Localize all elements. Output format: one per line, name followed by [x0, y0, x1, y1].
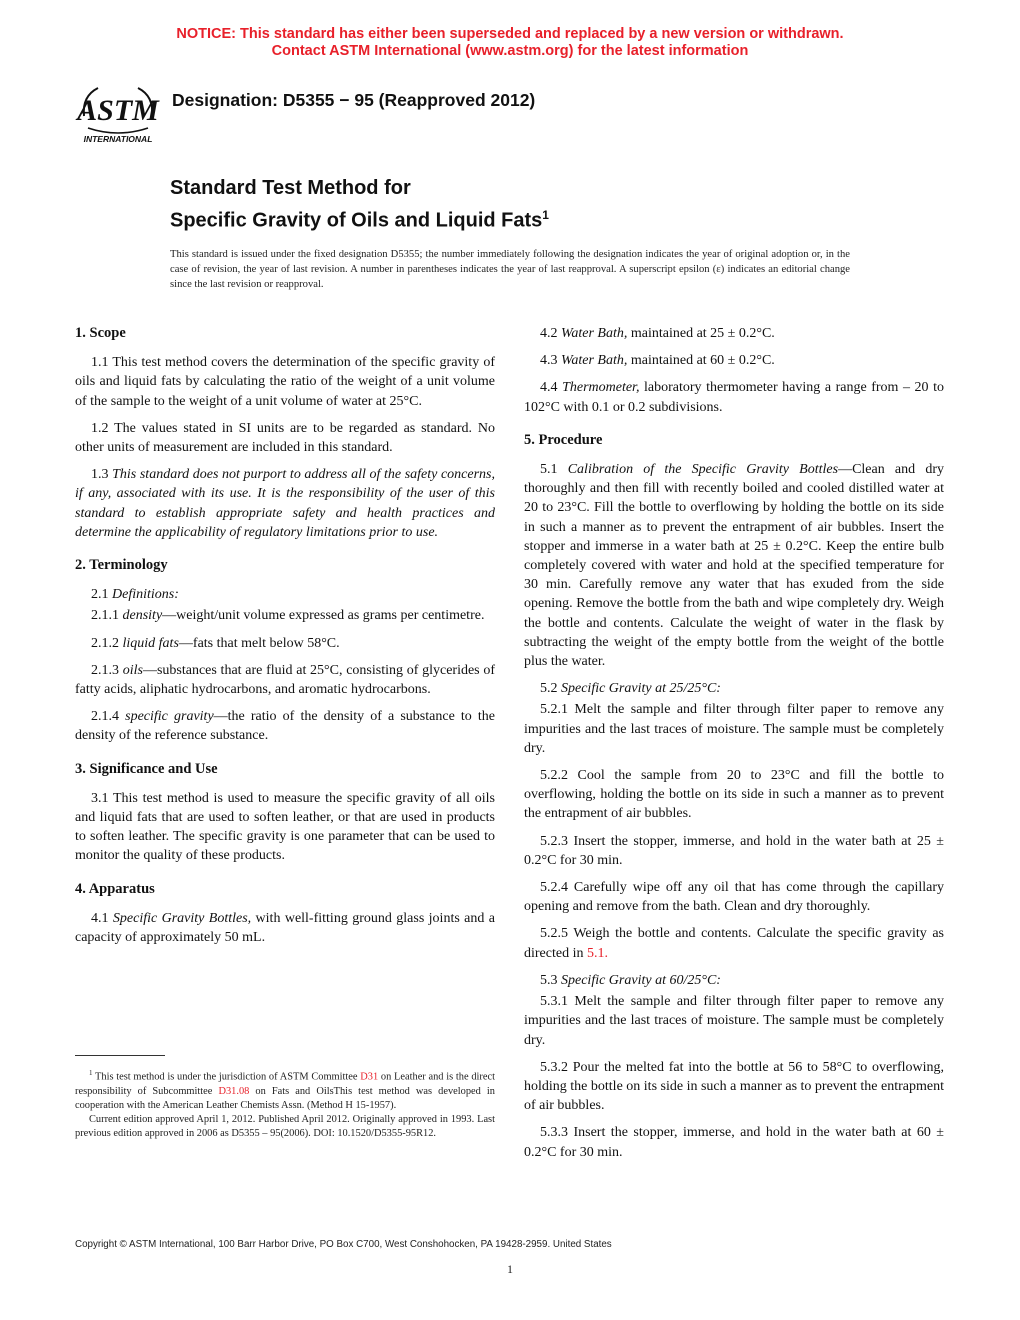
paragraph-2-1-1: [75, 606, 495, 625]
term-density: density: [122, 608, 163, 624]
page-number: 1: [507, 1262, 513, 1276]
paragraph-2-1: [75, 585, 495, 604]
left-column: [75, 324, 495, 955]
paragraph-5-1-term: Calibration of the Specific Gravity Bottles: [567, 462, 839, 478]
section-heading-significance: 3. Significance and Use: [75, 760, 218, 777]
paragraph-4-4-num: 4.4: [540, 380, 563, 396]
paragraph-4-3: [524, 351, 944, 370]
footnote: [75, 1066, 495, 1141]
paragraph-1-3: [75, 465, 495, 542]
paragraph-1-1: 1.1 This test method covers the determination of the specific gravity of oils and liquid fats by calculating the ratio of the weight of a unit volume of the sample to the weight of a unit volume of water at 25°C.: [75, 355, 495, 409]
paragraph-5-2-5-text: 5.2.5 Weigh the bottle and contents. Calculate the specific gravity as directed in: [524, 926, 944, 961]
term-oils: oils: [122, 662, 143, 678]
paragraph-2-1-num: 2.1: [91, 587, 112, 603]
paragraph-2-1-2: [75, 634, 495, 653]
paragraph-1-2: 1.2 The values stated in SI units are to be regarded as standard. No other units of measurement are included in this standard.: [75, 420, 495, 456]
paragraph-4-3-term: Water Bath,: [561, 353, 628, 369]
notice-line-1: NOTICE: This standard has either been superseded and replaced by a new version or withdrawn.: [176, 26, 844, 42]
paragraph-5-2-5: [524, 924, 944, 962]
logo-text: ASTM: [77, 94, 159, 127]
section-heading-apparatus: 4. Apparatus: [75, 880, 155, 897]
paragraph-5-3-term: Specific Gravity at 60/25°C:: [561, 972, 721, 988]
paragraph-2-1-4: [75, 707, 495, 745]
paragraph-2-1-4-num: 2.1.4: [91, 709, 126, 725]
footnote-mark: 1: [89, 1069, 93, 1077]
document-title: [170, 175, 549, 235]
paragraph-5-2-term: Specific Gravity at 25/25°C:: [561, 681, 721, 697]
paragraph-2-1-3: [75, 661, 495, 699]
logo-subtext: INTERNATIONAL: [83, 134, 153, 144]
footnote-1: [75, 1066, 495, 1113]
paragraph-5-2-1: 5.2.1 Melt the sample and filter through filter paper to remove any impurities and the last traces of moisture. The sample must be completely dry.: [524, 702, 944, 756]
paragraph-1-3-num: 1.3: [91, 467, 113, 483]
paragraph-4-1-text: with well-fitting ground glass joints and a capacity of approximately 50 mL.: [75, 910, 495, 946]
paragraph-5-2-3: 5.2.3 Insert the stopper, immerse, and hold in the water bath at 25 ± 0.2°C for 30 min.: [524, 833, 944, 868]
copyright-line: Copyright © ASTM International, 100 Barr Harbor Drive, PO Box C700, West Conshohocken, PA 19428-2959. United States: [75, 1239, 612, 1250]
paragraph-1-3-text: This standard does not purport to address all of the safety concerns, if any, associated with its use. It is the responsibility of the user of this standard to establish appropriate safety and health practices and determine the applicability of regulatory limitations prior to use.: [75, 467, 496, 540]
section-5-1-link[interactable]: 5.1.: [586, 945, 608, 961]
paragraph-5-2: [524, 679, 944, 698]
paragraph-2-1-term: Definitions:: [112, 587, 179, 603]
section-heading-procedure: 5. Procedure: [524, 431, 603, 448]
right-column: [524, 324, 944, 1170]
section-heading-scope: 1. Scope: [75, 325, 126, 341]
paragraph-4-1-num: 4.1: [91, 910, 113, 926]
footnote-1-part-c: on Fats and OilsThis test method was developed in cooperation with the American Leather Chemists Assn. (Method H 15-1957).: [75, 1085, 495, 1111]
title-line-2: [170, 202, 549, 235]
paragraph-4-2-term: Water Bath,: [561, 326, 628, 341]
paragraph-4-2-text: maintained at 25 ± 0.2°C.: [627, 326, 775, 341]
paragraph-4-3-num: 4.3: [540, 353, 561, 369]
paragraph-2-1-1-text: —weight/unit volume expressed as grams per centimetre.: [162, 608, 485, 624]
paragraph-5-2-num: 5.2: [540, 681, 561, 697]
paragraph-4-3-text: maintained at 60 ± 0.2°C.: [627, 353, 775, 369]
paragraph-5-1-text: —Clean and dry thoroughly and then fill with recently boiled and cooled distilled water at 20 to 23°C. Fill the bottle to overflowing by holding the bottle on its side in such a manner as to prevent the entrapment of air bubbles. Insert the stopper and immerse in a water bath at 25 ± 0.2°C. Keep the entire bulb completely covered with water and hold at the specified temperature for 30 min. Carefully remove any water that has exuded from the side opening. Remove the bottle from the bath and wipe completely dry. Weigh the bottle and contents. Calculate the weight of water in the flask by subtracting the weight of the empty bottle from the weight of the bottle plus the water.: [524, 462, 945, 670]
notice-line-2: Contact ASTM International (www.astm.org) for the latest information: [271, 43, 749, 59]
paragraph-4-2: [524, 324, 944, 343]
term-specific-gravity: specific gravity: [125, 709, 214, 725]
paragraph-4-4: [524, 378, 944, 416]
paragraph-5-2-4: 5.2.4 Carefully wipe off any oil that has come through the capillary opening and remove from the bath. Clean and dry thoroughly.: [524, 880, 944, 915]
paragraph-2-1-2-num: 2.1.2: [91, 635, 123, 651]
footnote-1-part-a: This test method is under the jurisdiction of ASTM Committee: [92, 1071, 361, 1083]
paragraph-5-3-3: 5.3.3 Insert the stopper, immerse, and hold in the water bath at 60 ± 0.2°C for 30 min.: [524, 1125, 944, 1160]
footnote-edition: Current edition approved April 1, 2012. Published April 2012. Originally approved in 1993. Last previous edition approved in 2006 as D5355 – 95(2006). DOI: 10.1520/D5355-95R12.: [75, 1114, 495, 1140]
section-heading-terminology: 2. Terminology: [75, 557, 168, 574]
paragraph-4-1: [75, 909, 495, 947]
paragraph-2-1-2-text: —fats that melt below 58°C.: [178, 635, 340, 651]
paragraph-4-4-term: Thermometer,: [562, 380, 640, 396]
paragraph-2-1-4-text: —the ratio of the density of a substance to the density of the reference substance.: [75, 709, 496, 744]
paragraph-5-3-1: 5.3.1 Melt the sample and filter through filter paper to remove any impurities and the last traces of moisture. The sample must be completely dry.: [524, 994, 944, 1048]
title-line-2-text: Specific Gravity of Oils and Liquid Fats: [170, 209, 543, 232]
paragraph-2-1-3-num: 2.1.3: [91, 662, 123, 678]
designation: Designation: D5355 − 95 (Reapproved 2012): [172, 90, 536, 110]
paragraph-4-4-text: laboratory thermometer having a range from – 20 to 102°C with 0.1 or 0.2 subdivisions.: [524, 380, 944, 415]
subcommittee-d31-08-link[interactable]: D31.08: [218, 1085, 250, 1097]
astm-logo: [74, 76, 162, 146]
intro-paragraph: This standard is issued under the fixed designation D5355; the number immediately following the designation indicates the year of original adoption or, in the case of revision, the year of last revision. A number in parentheses indicates the year of last reapproval. A superscript epsilon (ε) indicates an editorial change since the last revision or reapproval.: [170, 249, 850, 290]
title-footnote-mark: 1: [542, 208, 549, 222]
paragraph-5-3: [524, 971, 944, 990]
title-line-1: Standard Test Method for: [170, 177, 411, 199]
footnote-divider: [75, 1055, 165, 1056]
paragraph-5-1: [524, 460, 944, 671]
paragraph-5-2-2: 5.2.2 Cool the sample from 20 to 23°C and fill the bottle to overflowing, holding the bottle on its side in such a manner as to prevent the entrapment of air bubbles.: [524, 768, 944, 822]
notice-banner: [0, 26, 1020, 60]
committee-d31-link[interactable]: D31: [360, 1071, 379, 1083]
paragraph-5-3-2: 5.3.2 Pour the melted fat into the bottle at 56 to 58°C to overflowing, holding the bottle on its side in such a manner as to prevent the entrapment of air bubbles.: [524, 1059, 944, 1114]
footnote-1-part-b: on Leather and is the direct responsibility of Subcommittee: [75, 1071, 496, 1097]
paragraph-5-1-num: 5.1: [540, 462, 568, 478]
paragraph-3-1: 3.1 This test method is used to measure the specific gravity of all oils and liquid fats that are used to soften leather, or that are used in products to soften leather. The specific gravity is one parameter that can be used to monitor the quality of these products.: [75, 790, 495, 864]
term-liquid-fats: liquid fats: [122, 635, 179, 651]
paragraph-4-1-term: Specific Gravity Bottles,: [112, 910, 252, 926]
paragraph-2-1-1-num: 2.1.1: [91, 608, 123, 624]
paragraph-2-1-3-text: —substances that are fluid at 25°C, consisting of glycerides of fatty acids, aliphatic hydrocarbons, and aromatic hydrocarbons.: [75, 662, 495, 698]
paragraph-5-3-num: 5.3: [540, 972, 561, 988]
paragraph-4-2-num: 4.2: [540, 326, 561, 341]
